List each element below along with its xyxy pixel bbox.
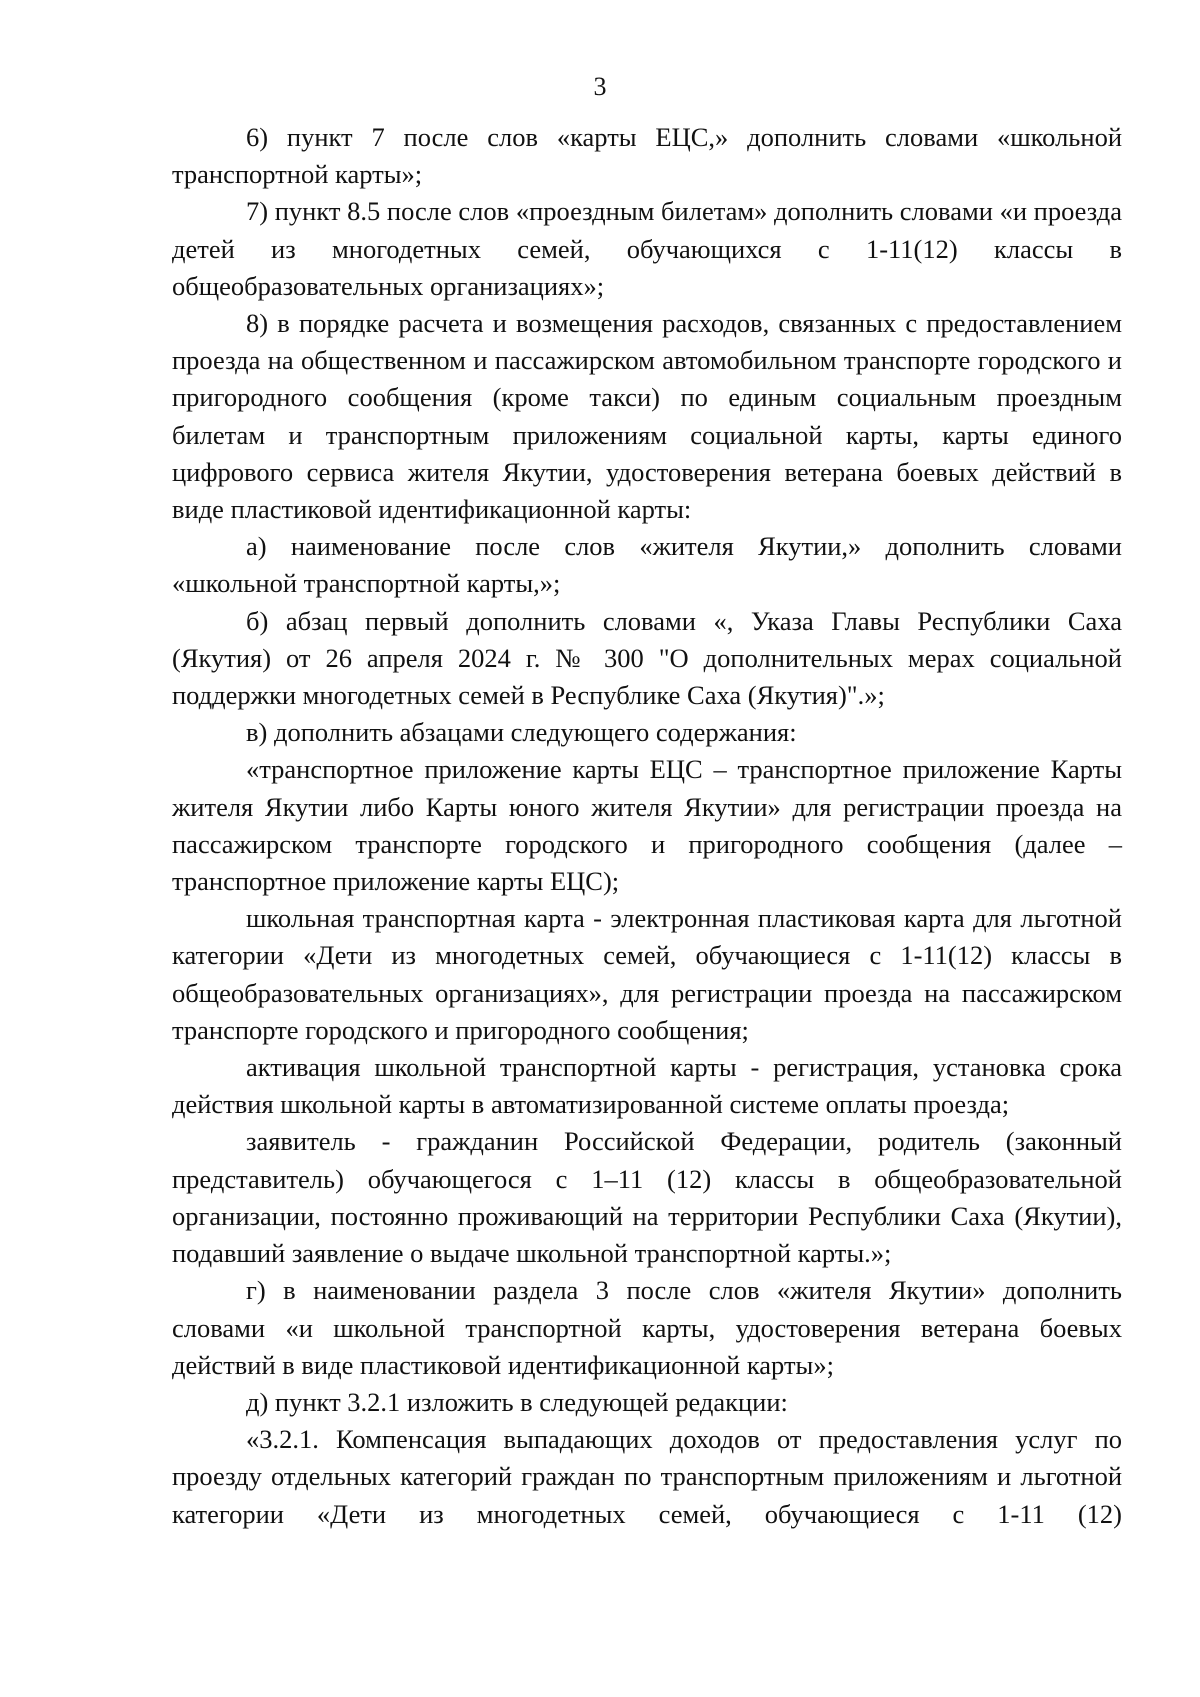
clause-3-2-1: «3.2.1. Компенсация выпадающих доходов от предоставления услуг по проезду отдельных категорий граждан по транспортным приложениям и льготной категории «Дети из многодетных семей, обучающиеся с 1-11 (12) [172, 1424, 1122, 1529]
definition-activation: активация школьной транспортной карты - регистрация, установка срока действия школьной карты в автоматизированной системе оплаты проезда; [172, 1052, 1122, 1120]
paragraph-item-8: 8) в порядке расчета и возмещения расходов, связанных с предоставлением проезда на общественном и пассажирском автомобильном транспорте городского и пригородного сообщения (кроме такси) по единым социальным проездным билетам и транспортным приложениям социальной карты, карты единого цифрового сервиса жителя Якутии, удостоверения ветерана боевых действий в виде пластиковой идентификационной карты: [172, 308, 1122, 525]
subparagraph-d: д) пункт 3.2.1 изложить в следующей редакции: [246, 1386, 788, 1417]
subparagraph-a: а) наименование после слов «жителя Якутии,» дополнить словами «школьной транспортной карты,»; [172, 531, 1122, 599]
definition-applicant: заявитель - гражданин Российской Федерации, родитель (законный представитель) обучающегося с 1–11 (12) классы в общеобразовательной организации, постоянно проживающий на территории Республики Саха (Якутии), подавший заявление о выдаче школьной транспортной карты.»; [172, 1126, 1122, 1269]
subparagraph-g: г) в наименовании раздела 3 после слов «жителя Якутии» дополнить словами «и школьной транспортной карты, удостоверения ветерана боевых действий в виде пластиковой идентификационной карты»; [172, 1275, 1122, 1380]
page-number: 3 [593, 72, 607, 101]
definition-school-card: школьная транспортная карта - электронная пластиковая карта для льготной категории «Дети из многодетных семей, обучающиеся с 1-11(12) классы в общеобразовательных организациях», для регистрации проезда на пассажирском транспорте городского и пригородного сообщения; [172, 903, 1122, 1045]
paragraph-item-7: 7) пункт 8.5 после слов «проездным билетам» дополнить словами «и проезда детей из многодетных семей, обучающихся с 1-11(12) классы в общеобразовательных организациях»; [172, 196, 1122, 301]
subparagraph-v: в) дополнить абзацами следующего содержания: [246, 717, 797, 748]
document-body [172, 119, 1122, 1533]
paragraph-item-6: 6) пункт 7 после слов «карты ЕЦС,» дополнить словами «школьной транспортной карты»; [172, 122, 1122, 190]
subparagraph-b: б) абзац первый дополнить словами «, Указа Главы Республики Саха (Якутия) от 26 апреля 2024 г. № 300 "О дополнительных мерах социальной поддержки многодетных семей в Республике Саха (Якутия)".»; [172, 605, 1122, 711]
definition-transport-app: «транспортное приложение карты ЕЦС – транспортное приложение Карты жителя Якутии либо Карты юного жителя Якутии» для регистрации проезда на пассажирском транспорте городского и пригородного сообщения (далее – транспортное приложение карты ЕЦС); [172, 754, 1122, 897]
